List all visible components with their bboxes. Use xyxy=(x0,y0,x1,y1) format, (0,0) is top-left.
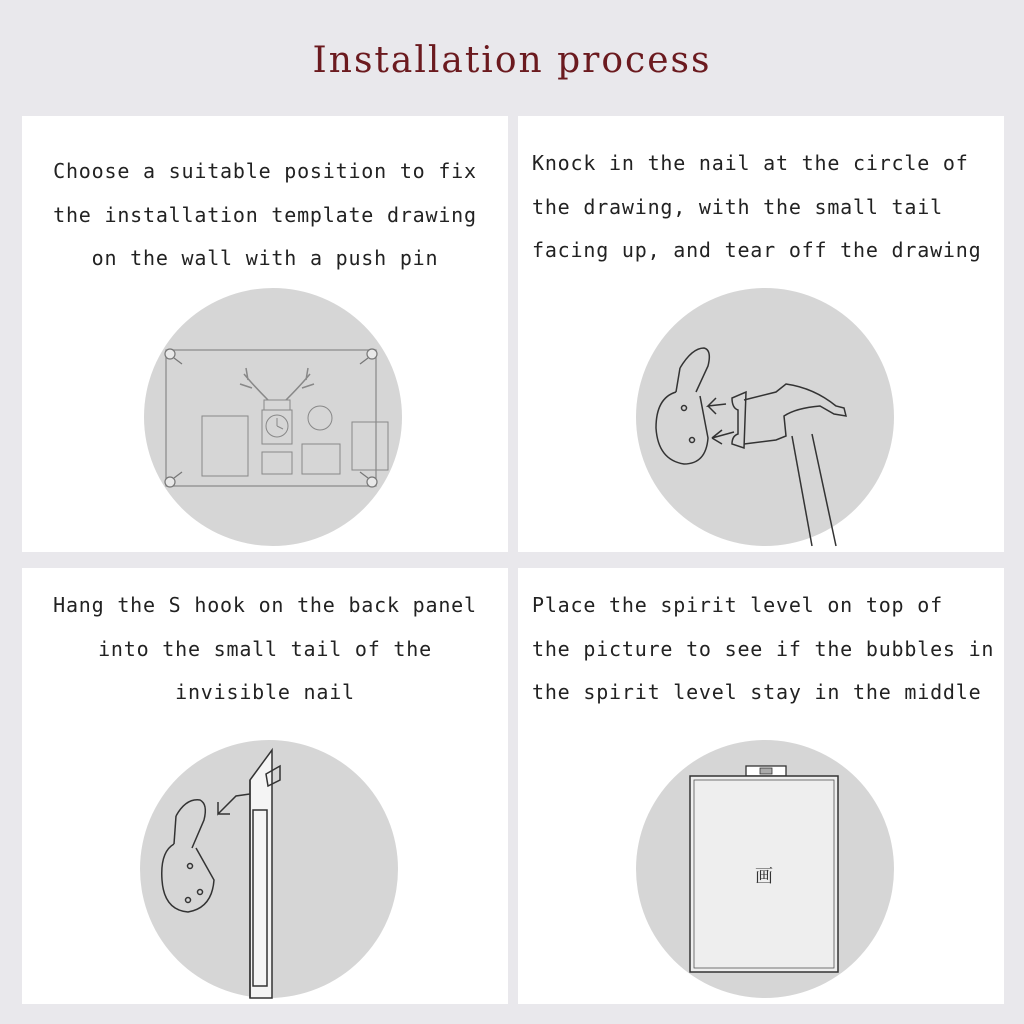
step-card-4 xyxy=(518,568,1004,1004)
step-3-line-1: Hang the S hook on the back panel xyxy=(53,593,477,617)
step-3-text xyxy=(36,584,494,715)
step-4-line-2: the picture to see if the bubbles in xyxy=(532,636,995,661)
step-card-1 xyxy=(22,116,508,552)
page-title: Installation process xyxy=(312,40,712,81)
hook-frame-icon xyxy=(140,740,398,998)
template-pinned-icon xyxy=(144,288,402,546)
hammer-nail-icon xyxy=(636,288,894,546)
step-2-line-3: facing up, and tear off the drawing xyxy=(532,238,982,262)
step-1-line-3: on the wall with a push pin xyxy=(91,246,439,270)
step-4-line-3: the spirit level stay in the middle xyxy=(532,680,982,704)
step-3-line-3: invisible nail xyxy=(175,680,355,704)
step-card-2 xyxy=(518,116,1004,552)
step-3-line-2: into the small tail of the xyxy=(98,636,432,661)
spirit-level-icon xyxy=(636,740,894,998)
step-1-text xyxy=(36,150,494,281)
step-card-3 xyxy=(22,568,508,1004)
step-1-line-1: Choose a suitable position to fix xyxy=(53,159,477,183)
frame-label: 画 xyxy=(755,866,773,887)
step-4-line-1: Place the spirit level on top of xyxy=(532,593,943,617)
step-1-line-2: the installation template drawing xyxy=(53,202,477,227)
step-2-line-1: Knock in the nail at the circle of xyxy=(532,151,969,175)
step-4-text xyxy=(532,584,995,715)
step-2-line-2: the drawing, with the small tail xyxy=(532,194,943,219)
step-2-text xyxy=(532,142,990,273)
